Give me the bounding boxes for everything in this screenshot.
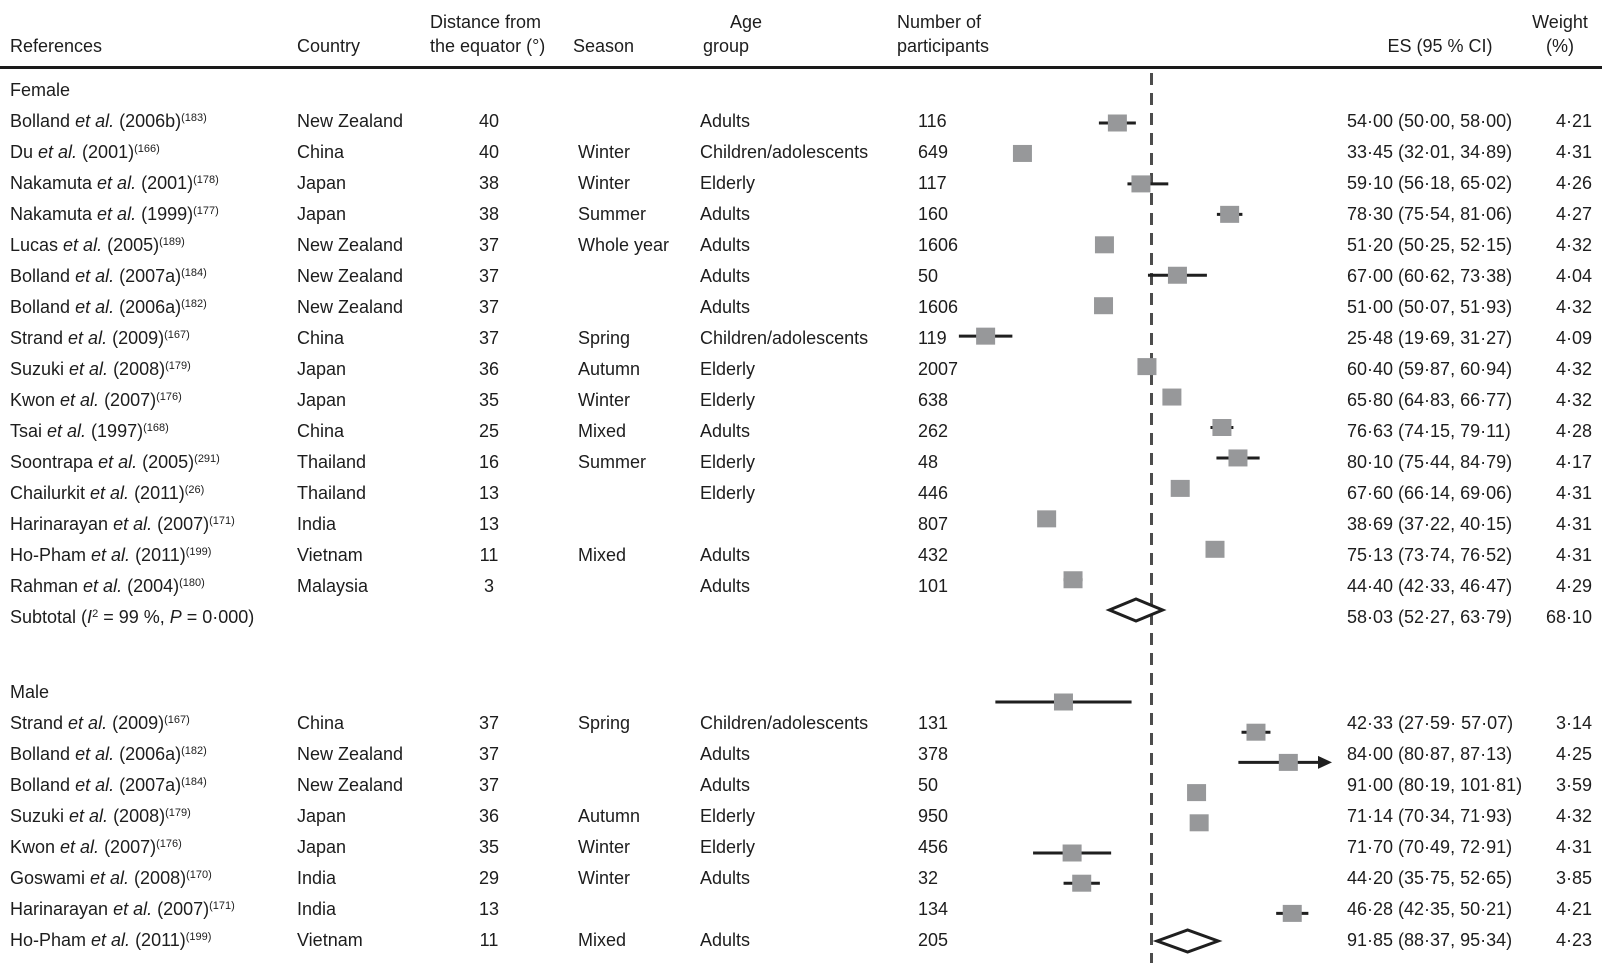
- distance-cell: 29: [478, 868, 500, 888]
- distance-cell: 13: [478, 899, 500, 919]
- age-group-cell: Elderly: [700, 390, 756, 410]
- country-cell: New Zealand: [297, 297, 404, 317]
- age-group-cell: Elderly: [700, 806, 756, 826]
- study-row: [0, 172, 1602, 194]
- distance-cell: 36: [478, 359, 500, 379]
- es-ci-cell: 71·14 (70·34, 71·93): [1347, 806, 1513, 826]
- distance-cell: 38: [478, 173, 500, 193]
- study-marker: [995, 694, 1131, 711]
- col-header-participants-line2: participants: [897, 36, 990, 56]
- study-row: [0, 110, 1602, 132]
- es-ci-cell: 51·00 (50·07, 51·93): [1347, 297, 1513, 317]
- study-row: [0, 929, 1602, 951]
- age-group-cell: Adults: [700, 545, 751, 565]
- weight-cell: 4·31: [1555, 837, 1592, 857]
- participants-cell: 262: [918, 421, 949, 441]
- study-row: [0, 389, 1602, 411]
- es-ci-cell: 58·03 (52·27, 63·79): [1347, 607, 1513, 627]
- age-group-cell: Elderly: [700, 359, 756, 379]
- weight-cell: 4·32: [1555, 359, 1592, 379]
- participants-cell: 131: [918, 713, 949, 733]
- weight-cell: 4·25: [1555, 744, 1592, 764]
- country-cell: New Zealand: [297, 744, 404, 764]
- participants-cell: 378: [918, 744, 949, 764]
- participants-cell: 101: [918, 576, 949, 596]
- distance-cell: 11: [479, 545, 499, 565]
- country-cell: India: [297, 868, 337, 888]
- age-group-cell: Elderly: [700, 173, 756, 193]
- weight-cell: 3·85: [1555, 868, 1592, 888]
- distance-cell: 3: [483, 576, 494, 596]
- weight-cell: 4·26: [1555, 173, 1592, 193]
- distance-cell: 35: [478, 837, 500, 857]
- participants-cell: 50: [918, 775, 939, 795]
- season-cell: Summer: [578, 204, 647, 224]
- participants-cell: 134: [918, 899, 949, 919]
- distance-cell: 40: [478, 142, 500, 162]
- study-row: [0, 544, 1602, 566]
- country-cell: China: [297, 713, 345, 733]
- study-row: [0, 234, 1602, 256]
- participants-cell: 432: [918, 545, 949, 565]
- participants-cell: 119: [918, 328, 947, 348]
- country-cell: India: [297, 899, 337, 919]
- season-cell: Winter: [578, 173, 631, 193]
- distance-cell: 37: [478, 328, 500, 348]
- country-cell: India: [297, 514, 337, 534]
- es-ci-cell: 42·33 (27·59· 57·07): [1347, 713, 1514, 733]
- participants-cell: 638: [918, 390, 949, 410]
- subtotal-row: [0, 606, 1602, 628]
- weight-cell: 4·32: [1555, 235, 1592, 255]
- weight-cell: 3·14: [1555, 713, 1592, 733]
- distance-cell: 37: [478, 235, 500, 255]
- es-ci-cell: 76·63 (74·15, 79·11): [1347, 421, 1511, 441]
- col-header-season: Season: [573, 36, 635, 56]
- distance-cell: 37: [478, 744, 500, 764]
- es-ci-cell: 46·28 (42·35, 50·21): [1347, 899, 1513, 919]
- age-group-cell: Adults: [700, 421, 751, 441]
- es-ci-cell: 59·10 (56·18, 65·02): [1347, 173, 1513, 193]
- reference-cell: Harinarayan et al. $(2007)^{(171)}$: [10, 514, 235, 534]
- age-group-cell: Adults: [700, 930, 751, 950]
- country-cell: Japan: [297, 204, 347, 224]
- country-cell: Thailand: [297, 452, 367, 472]
- study-row: [0, 898, 1602, 920]
- group-label: Male: [10, 682, 50, 702]
- weight-cell: 68·10: [1545, 607, 1592, 627]
- participants-cell: 807: [918, 514, 949, 534]
- season-cell: Winter: [578, 142, 631, 162]
- es-ci-cell: 38·69 (37·22, 40·15): [1347, 514, 1513, 534]
- age-group-cell: Children/adolescents: [700, 142, 869, 162]
- reference-cell: Goswami et al. $(2008)^{(170)}$: [10, 868, 212, 888]
- es-ci-cell: 84·00 (80·87, 87·13): [1347, 744, 1513, 764]
- reference-cell: Bolland et al. $(2006a)^{(182)}$: [10, 744, 207, 764]
- reference-cell: Rahman et al. $(2004)^{(180)}$: [10, 576, 205, 596]
- col-header-distance-line2: the equator (°): [430, 36, 546, 56]
- participants-cell: 950: [918, 806, 949, 826]
- study-row: [0, 265, 1602, 287]
- country-cell: Vietnam: [297, 545, 363, 565]
- reference-cell: Strand et al. $(2009)^{(167)}$: [10, 328, 190, 348]
- es-ci-cell: 78·30 (75·54, 81·06): [1347, 204, 1513, 224]
- participants-cell: 50: [918, 266, 939, 286]
- distance-cell: 13: [478, 483, 500, 503]
- distance-cell: 40: [478, 111, 500, 131]
- age-group-cell: Adults: [700, 744, 751, 764]
- participants-cell: 116: [918, 111, 947, 131]
- es-ci-cell: 91·85 (88·37, 95·34): [1347, 930, 1513, 950]
- weight-cell: 4·31: [1555, 142, 1592, 162]
- study-row: [0, 451, 1602, 473]
- country-cell: Japan: [297, 806, 347, 826]
- season-cell: Autumn: [578, 359, 641, 379]
- age-group-cell: Adults: [700, 111, 751, 131]
- es-ci-cell: 44·40 (42·33, 46·47): [1347, 576, 1513, 596]
- age-group-cell: Elderly: [700, 837, 756, 857]
- distance-cell: 37: [478, 297, 500, 317]
- weight-cell: 4·32: [1555, 806, 1592, 826]
- weight-cell: 4·21: [1555, 111, 1592, 131]
- reference-cell: Bolland et al. $(2007a)^{(184)}$: [10, 266, 207, 286]
- study-row: [0, 203, 1602, 225]
- reference-cell: Du et al. $(2001)^{(166)}$: [10, 142, 160, 162]
- participants-cell: 1606: [918, 235, 959, 255]
- study-row: [0, 327, 1602, 349]
- distance-cell: 25: [478, 421, 500, 441]
- reference-cell: Strand et al. $(2009)^{(167)}$: [10, 713, 190, 733]
- participants-cell: 205: [918, 930, 949, 950]
- country-cell: China: [297, 421, 345, 441]
- study-row: [0, 743, 1602, 765]
- study-row: [0, 712, 1602, 734]
- group-label: Female: [10, 80, 71, 100]
- age-group-cell: Elderly: [700, 452, 756, 472]
- col-header-age-line2: group: [703, 36, 750, 56]
- distance-cell: 37: [478, 713, 500, 733]
- country-cell: Malaysia: [297, 576, 369, 596]
- country-cell: Japan: [297, 173, 347, 193]
- subtotal-label: Subtotal ($I^2 = 99$ %, P = 0·000): [10, 607, 255, 627]
- weight-cell: 4·32: [1555, 390, 1592, 410]
- participants-cell: 1606: [918, 297, 959, 317]
- season-cell: Summer: [578, 452, 647, 472]
- es-ci-cell: 67·00 (60·62, 73·38): [1347, 266, 1513, 286]
- col-header-distance-line1: Distance from: [430, 12, 542, 32]
- reference-cell: Ho-Pham et al. $(2011)^{(199)}$: [10, 930, 212, 950]
- participants-cell: 117: [918, 173, 947, 193]
- weight-cell: 4·31: [1555, 483, 1592, 503]
- es-ci-cell: 91·00 (80·19, 101·81): [1347, 775, 1523, 795]
- age-group-cell: Adults: [700, 775, 751, 795]
- distance-cell: 35: [478, 390, 500, 410]
- season-cell: Mixed: [578, 545, 627, 565]
- participants-cell: 446: [918, 483, 949, 503]
- es-ci-cell: 60·40 (59·87, 60·94): [1347, 359, 1513, 379]
- study-row: [0, 358, 1602, 380]
- reference-cell: Suzuki et al. $(2008)^{(179)}$: [10, 359, 191, 379]
- reference-cell: Ho-Pham et al. $(2011)^{(199)}$: [10, 545, 212, 565]
- effect-square: [1054, 694, 1073, 711]
- participants-cell: 2007: [918, 359, 959, 379]
- age-group-cell: Adults: [700, 204, 751, 224]
- study-row: [0, 836, 1602, 858]
- distance-cell: 37: [478, 266, 500, 286]
- col-header-weight-line1: Weight: [1532, 12, 1588, 32]
- participants-cell: 456: [918, 837, 949, 857]
- weight-cell: 4·23: [1555, 930, 1592, 950]
- country-cell: New Zealand: [297, 111, 404, 131]
- distance-cell: 11: [479, 930, 499, 950]
- season-cell: Mixed: [578, 930, 627, 950]
- weight-cell: 4·27: [1555, 204, 1592, 224]
- country-cell: New Zealand: [297, 266, 404, 286]
- study-row: [0, 296, 1602, 318]
- age-group-cell: Children/adolescents: [700, 713, 869, 733]
- country-cell: China: [297, 328, 345, 348]
- study-row: [0, 774, 1602, 796]
- country-cell: Japan: [297, 837, 347, 857]
- participants-cell: 32: [918, 868, 939, 888]
- header-rule: [0, 66, 1602, 69]
- es-ci-cell: 44·20 (35·75, 52·65): [1347, 868, 1513, 888]
- reference-cell: Bolland et al. $(2006b)^{(183)}$: [10, 111, 207, 131]
- weight-cell: 4·04: [1555, 266, 1592, 286]
- country-cell: Japan: [297, 390, 347, 410]
- reference-cell: Bolland et al. $(2006a)^{(182)}$: [10, 297, 207, 317]
- reference-cell: Chailurkit et al. $(2011)^{(26)}$: [10, 483, 205, 503]
- age-group-cell: Adults: [700, 868, 751, 888]
- weight-cell: 4·31: [1555, 514, 1592, 534]
- country-cell: China: [297, 142, 345, 162]
- col-header-participants-line1: Number of: [897, 12, 982, 32]
- study-row: [0, 141, 1602, 163]
- season-cell: Winter: [578, 837, 631, 857]
- weight-cell: 4·31: [1555, 545, 1592, 565]
- weight-cell: 4·32: [1555, 297, 1592, 317]
- es-ci-cell: 65·80 (64·83, 66·77): [1347, 390, 1513, 410]
- es-ci-cell: 80·10 (75·44, 84·79): [1347, 452, 1513, 472]
- season-cell: Mixed: [578, 421, 627, 441]
- age-group-cell: Adults: [700, 266, 751, 286]
- col-header-weight-line2: (%): [1546, 36, 1574, 56]
- distance-cell: 38: [478, 204, 500, 224]
- distance-cell: 16: [478, 452, 500, 472]
- study-row: [0, 867, 1602, 889]
- reference-cell: Tsai et al. $(1997)^{(168)}$: [10, 421, 169, 441]
- age-group-cell: Children/adolescents: [700, 328, 869, 348]
- country-cell: Japan: [297, 359, 347, 379]
- season-cell: Spring: [578, 713, 631, 733]
- reference-cell: Nakamuta et al. $(1999)^{(177)}$: [10, 204, 219, 224]
- season-cell: Spring: [578, 328, 631, 348]
- distance-cell: 36: [478, 806, 500, 826]
- country-cell: Thailand: [297, 483, 367, 503]
- season-cell: Winter: [578, 390, 631, 410]
- distance-cell: 37: [478, 775, 500, 795]
- es-ci-cell: 33·45 (32·01, 34·89): [1347, 142, 1513, 162]
- weight-cell: 3·59: [1555, 775, 1592, 795]
- es-ci-cell: 75·13 (73·74, 76·52): [1347, 545, 1513, 565]
- study-row: [0, 482, 1602, 504]
- study-row: [0, 805, 1602, 827]
- country-cell: New Zealand: [297, 235, 404, 255]
- weight-cell: 4·09: [1555, 328, 1592, 348]
- country-cell: Vietnam: [297, 930, 363, 950]
- col-header-age-line1: Age: [730, 12, 763, 32]
- reference-cell: Harinarayan et al. $(2007)^{(171)}$: [10, 899, 235, 919]
- age-group-cell: Adults: [700, 297, 751, 317]
- es-ci-cell: 67·60 (66·14, 69·06): [1347, 483, 1513, 503]
- reference-cell: Bolland et al. $(2007a)^{(184)}$: [10, 775, 207, 795]
- participants-cell: 649: [918, 142, 949, 162]
- reference-cell: Nakamuta et al. $(2001)^{(178)}$: [10, 173, 219, 193]
- season-cell: Winter: [578, 868, 631, 888]
- weight-cell: 4·17: [1555, 452, 1592, 472]
- reference-cell: Suzuki et al. $(2008)^{(179)}$: [10, 806, 191, 826]
- age-group-cell: Elderly: [700, 483, 756, 503]
- es-ci-cell: 51·20 (50·25, 52·15): [1347, 235, 1513, 255]
- weight-cell: 4·21: [1555, 899, 1592, 919]
- weight-cell: 4·29: [1555, 576, 1592, 596]
- season-cell: Whole year: [578, 235, 670, 255]
- season-cell: Autumn: [578, 806, 641, 826]
- age-group-cell: Adults: [700, 576, 751, 596]
- es-ci-cell: 54·00 (50·00, 58·00): [1347, 111, 1513, 131]
- study-row: [0, 513, 1602, 535]
- reference-cell: Kwon et al. $(2007)^{(176)}$: [10, 837, 182, 857]
- col-header-country: Country: [297, 36, 361, 56]
- participants-cell: 160: [918, 204, 949, 224]
- age-group-cell: Adults: [700, 235, 751, 255]
- study-row: [0, 575, 1602, 597]
- col-header-references: References: [10, 36, 103, 56]
- study-row: [0, 420, 1602, 442]
- reference-cell: Kwon et al. $(2007)^{(176)}$: [10, 390, 182, 410]
- es-ci-cell: 71·70 (70·49, 72·91): [1347, 837, 1513, 857]
- country-cell: New Zealand: [297, 775, 404, 795]
- col-header-es-ci: ES (95 % CI): [1387, 36, 1493, 56]
- es-ci-cell: 25·48 (19·69, 31·27): [1347, 328, 1513, 348]
- reference-cell: Lucas et al. $(2005)^{(189)}$: [10, 235, 185, 255]
- weight-cell: 4·28: [1555, 421, 1592, 441]
- participants-cell: 48: [918, 452, 939, 472]
- reference-cell: Soontrapa et al. $(2005)^{(291)}$: [10, 452, 220, 472]
- distance-cell: 13: [478, 514, 500, 534]
